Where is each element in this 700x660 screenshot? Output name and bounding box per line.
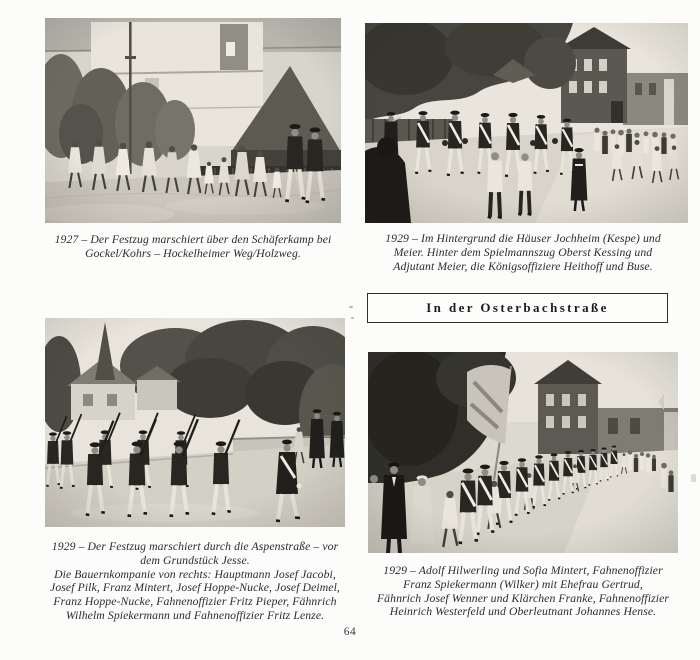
photo-parade-schaeferkamp xyxy=(45,18,341,223)
caption-line: 1929 – Der Festzug marschiert durch die Aspenstraße – vor xyxy=(51,540,339,553)
caption-top-right xyxy=(353,232,693,273)
caption-top-left xyxy=(30,233,356,261)
caption-line: 1929 – Im Hintergrund die Häuser Jochheim (Kespe) und xyxy=(385,232,661,245)
caption-line: Fähnrich Josef Wenner und Klärchen Franke, Fahnenoffizier xyxy=(376,591,670,605)
caption-line: Wilhelm Spiekermann und Fahnenoffizier Fritz Lenze. xyxy=(65,608,325,622)
caption-line: Heinrich Westerfeld und Oberleutnant Johannes Hense. xyxy=(389,605,657,619)
caption-line: Meier. Hinter dem Spielmannszug Oberst Kessing und xyxy=(393,245,653,259)
photo-bauernkompanie-aspenstrasse xyxy=(45,318,345,527)
scan-artifact xyxy=(691,474,696,482)
caption-line: Josef Pilk, Franz Mintert, Josef Hoppe-Nucke, Josef Deimel, xyxy=(50,581,340,595)
caption-line: 1927 – Der Festzug marschiert über den Schäferkamp bei xyxy=(54,233,332,246)
photo-procession-osterbachstrasse xyxy=(368,352,678,553)
photo-illustration xyxy=(365,23,688,223)
photo-illustration xyxy=(45,18,341,223)
caption-line: dem Grundstück Jesse. xyxy=(140,553,250,567)
caption-bottom-left xyxy=(30,540,360,623)
caption-line: Die Bauernkompanie von rechts: Hauptmann Josef Jacobi, xyxy=(54,567,336,581)
photo-parade-spielmannszug xyxy=(365,23,688,223)
caption-line: 1929 – Adolf Hilwerling und Sofia Mintert, Fahnenoffizier xyxy=(383,564,663,577)
caption-line: Franz Hoppe-Nucke, Fahnenoffizier Fritz Pieper, Fähnrich xyxy=(53,595,337,609)
caption-bottom-right xyxy=(351,564,695,619)
caption-line: Franz Spiekermann (Wilker) mit Ehefrau Gertrud, xyxy=(403,577,643,591)
caption-line: Gockel/Kohrs – Hockelheimer Weg/Holzweg. xyxy=(85,246,301,260)
caption-line: Adjutant Meier, die Königsoffiziere Heithoff und Buse. xyxy=(393,259,653,273)
scan-artifact xyxy=(349,306,353,308)
scan-artifact xyxy=(351,317,354,319)
photo-illustration xyxy=(368,352,678,553)
section-header-box xyxy=(367,293,668,323)
page-number: 64 xyxy=(343,626,357,638)
photo-illustration xyxy=(45,318,345,527)
section-header-title: In der Osterbachstraße xyxy=(426,300,609,315)
